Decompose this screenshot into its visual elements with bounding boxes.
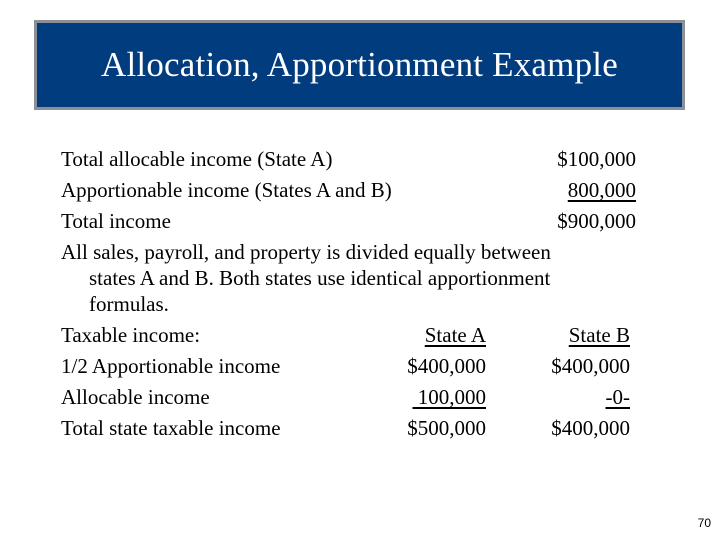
- slide-title: Allocation, Apportionment Example: [101, 45, 618, 84]
- paragraph-line: states A and B. Both states use identical apportionment: [89, 266, 551, 290]
- row-label: Total state taxable income: [61, 416, 281, 440]
- income-label: Apportionable income (States A and B): [61, 178, 392, 202]
- table-row: [61, 414, 661, 445]
- state-b-value: $400,000: [551, 354, 630, 378]
- income-value: $100,000: [557, 147, 636, 171]
- state-b-value: -0-: [605, 385, 630, 409]
- income-row-allocable: [61, 145, 661, 176]
- paragraph-line: All sales, payroll, and property is divided equally between: [61, 240, 551, 264]
- state-b-value: $400,000: [551, 416, 630, 440]
- page-number: 70: [697, 516, 711, 530]
- income-value: $900,000: [557, 209, 636, 233]
- assumption-paragraph: [61, 239, 661, 317]
- column-header-state-b: State B: [568, 323, 630, 347]
- title-bar: [34, 20, 685, 110]
- paragraph-line: formulas.: [89, 292, 169, 316]
- state-a-value: $400,000: [407, 354, 486, 378]
- income-label: Total income: [61, 209, 171, 233]
- table-header-row: [61, 321, 661, 352]
- table-row: [61, 383, 661, 414]
- row-label: 1/2 Apportionable income: [61, 354, 281, 378]
- income-value: 800,000: [567, 178, 636, 202]
- state-a-value: 100,000: [412, 385, 486, 409]
- state-a-value: $500,000: [407, 416, 486, 440]
- column-header-state-a: State A: [424, 323, 486, 347]
- row-label: Allocable income: [61, 385, 210, 409]
- slide-body: [61, 145, 661, 445]
- income-row-apportionable: [61, 176, 661, 207]
- table-header-label: Taxable income:: [61, 323, 201, 347]
- income-row-total: [61, 207, 661, 238]
- table-row: [61, 352, 661, 383]
- income-label: Total allocable income (State A): [61, 147, 333, 171]
